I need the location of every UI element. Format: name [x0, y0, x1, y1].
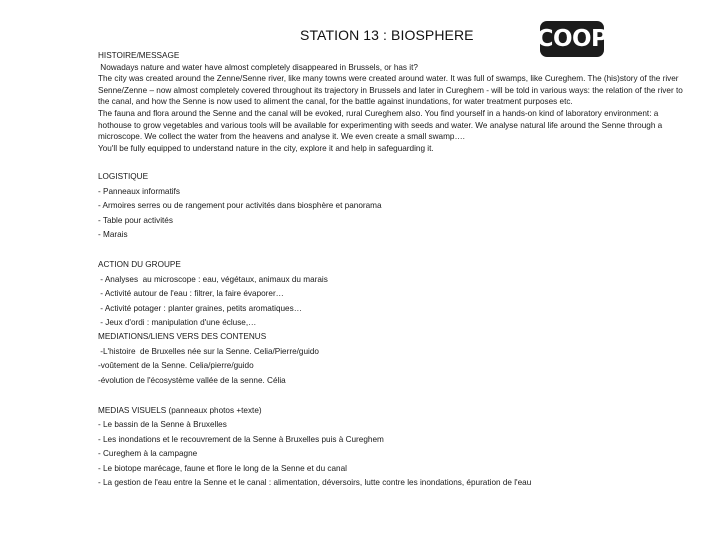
paragraph: The fauna and flora around the Senne and the canal will be evoked, rural Cureghem also. You find yourself in a hands-on kind of laboratory environment: a hothouse to grow vegetables and various tools will be available for experimenting with seeds and water. We analyse natural life around the Senne through a microscope. We collect the water from the heavens and analyse it. We even create a small swamp….	[98, 108, 663, 142]
paragraph: The city was created around the Zenne/Senne river, like many towns were created around water. It was full of swamps, like Cureghem. The (his)story of the river Senne/Zenne – now almost completely covered throughout its trajectory in Brussels and later in Cureghem - will be told in various ways: the relation of the river to the canal, and how the Senne is now used to aliment the canal, for the battle against inundations, for water treatment purposes etc.	[98, 74, 683, 107]
list-item: - La gestion de l'eau entre la Senne et le canal : alimentation, déversoirs, lutte contre les inondations, épuration de l'eau	[98, 478, 532, 488]
document-body	[98, 50, 688, 490]
list-item: - Armoires serres ou de rangement pour activités dans biosphère et panorama	[98, 201, 382, 211]
list-item: -L'histoire de Bruxelles née sur la Senne. Celia/Pierre/guido	[98, 346, 319, 356]
page-title: STATION 13 : BIOSPHERE	[300, 27, 474, 43]
section-histoire	[98, 50, 688, 154]
list-item: - Analyses au microscope : eau, végétaux, animaux du marais	[98, 274, 328, 284]
spacer	[98, 388, 688, 404]
section-logistique	[98, 170, 688, 242]
list-item: - Marais	[98, 229, 128, 239]
list-item: - Cureghem à la campagne	[98, 449, 198, 459]
section-heading-action: ACTION DU GROUPE	[98, 260, 181, 270]
list-item: - Les inondations et le recouvrement de la Senne à Bruxelles puis à Cureghem	[98, 434, 384, 444]
list-item: - Activité potager : planter graines, petits aromatiques…	[98, 303, 302, 313]
section-medias	[98, 404, 688, 490]
list-item: - Le biotope marécage, faune et flore le long de la Senne et du canal	[98, 463, 347, 473]
list-item: - Le bassin de la Senne à Bruxelles	[98, 420, 227, 430]
spacer	[98, 154, 688, 170]
section-action	[98, 258, 688, 330]
section-heading-histoire: HISTOIRE/MESSAGE	[98, 51, 180, 60]
section-heading-medias: MEDIAS VISUELS (panneaux photos +texte)	[98, 406, 262, 416]
section-mediations	[98, 330, 688, 388]
list-item: - Table pour activités	[98, 215, 173, 225]
list-item: -voûtement de la Senne. Celia/pierre/guido	[98, 361, 254, 371]
spacer	[98, 242, 688, 258]
section-heading-mediations: MEDIATIONS/LIENS VERS DES CONTENUS	[98, 332, 267, 342]
paragraph: You'll be fully equipped to understand nature in the city, explore it and help in safeguarding it.	[98, 143, 434, 153]
list-item: - Jeux d'ordi : manipulation d'une écluse,…	[98, 318, 257, 327]
list-item: - Panneaux informatifs	[98, 186, 180, 196]
list-item: - Activité autour de l'eau : filtrer, la faire évaporer…	[98, 289, 284, 299]
list-item: -évolution de l'écosystème vallée de la senne. Célia	[98, 375, 286, 385]
section-heading-logistique: LOGISTIQUE	[98, 172, 149, 182]
logo-text: COOP	[536, 26, 608, 52]
paragraph: Nowadays nature and water have almost completely disappeared in Brussels, or has it?	[98, 62, 418, 72]
